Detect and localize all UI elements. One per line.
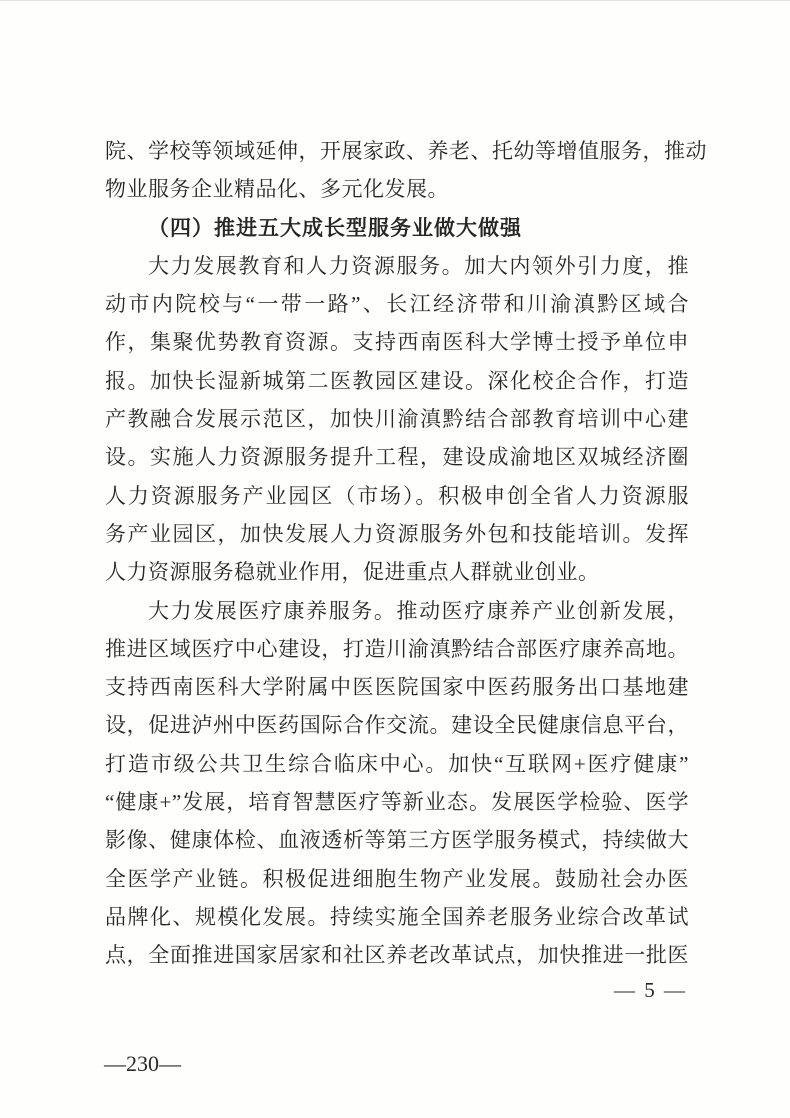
doc-line: 务产业园区，加快发展人力资源服务外包和技能培训。发挥 [105,521,689,546]
doc-line: 推进区域医疗中心建设，打造川渝滇黔结合部医疗康养高地。 [105,636,689,661]
doc-line: 报。加快长湿新城第二医教园区建设。深化校企合作，打造 [105,368,689,393]
doc-line: 设，促进泸州中医药国际合作交流。建设全民健康信息平台， [105,713,689,738]
text-block [105,132,707,1005]
doc-line: 物业服务企业精品化、多元化发展。 [105,177,449,202]
page-number: — 5 — [614,977,687,1002]
doc-line: 产教融合发展示范区，加快川渝滇黔结合部教育培训中心建 [105,407,689,432]
doc-line: 动市内院校与“一带一路”、长江经济带和川渝滇黔区域合 [105,292,689,317]
doc-line: 全医学产业链。积极促进细胞生物产业发展。鼓励社会办医 [105,866,689,891]
doc-line: 打造市级公共卫生综合临床中心。加快“互联网+医疗健康” [105,751,689,776]
doc-line: 点，全面推进国家居家和社区养老改革试点，加快推进一批医 [105,943,689,968]
doc-line: “健康+”发展，培育智慧医疗等新业态。发展医学检验、医学 [105,790,689,815]
doc-line: 支持西南医科大学附属中医医院国家中医药服务出口基地建 [105,675,689,700]
doc-line: 品牌化、规模化发展。持续实施全国养老服务业综合改革试 [105,904,689,929]
doc-line: 设。实施人力资源服务提升工程，建设成渝地区双城经济圈 [105,445,689,470]
doc-line: 大力发展医疗康养服务。推动医疗康养产业创新发展， [148,598,689,623]
doc-line: 影像、健康体检、血液透析等第三方医学服务模式，持续做大 [105,828,689,853]
section-heading: （四）推进五大成长型服务业做大做强 [148,215,523,240]
doc-line: 大力发展教育和人力资源服务。加大内领外引力度，推 [148,253,689,278]
doc-line: 院、学校等领域延伸，开展家政、养老、托幼等增值服务，推动 [105,139,707,163]
document-serial-number: —230— [104,1051,181,1076]
doc-line: 作，集聚优势教育资源。支持西南医科大学博士授予单位申 [105,330,689,355]
doc-line: 人力资源服务稳就业作用，促进重点人群就业创业。 [105,560,600,585]
doc-line: 人力资源服务产业园区（市场）。积极申创全省人力资源服 [105,483,689,508]
